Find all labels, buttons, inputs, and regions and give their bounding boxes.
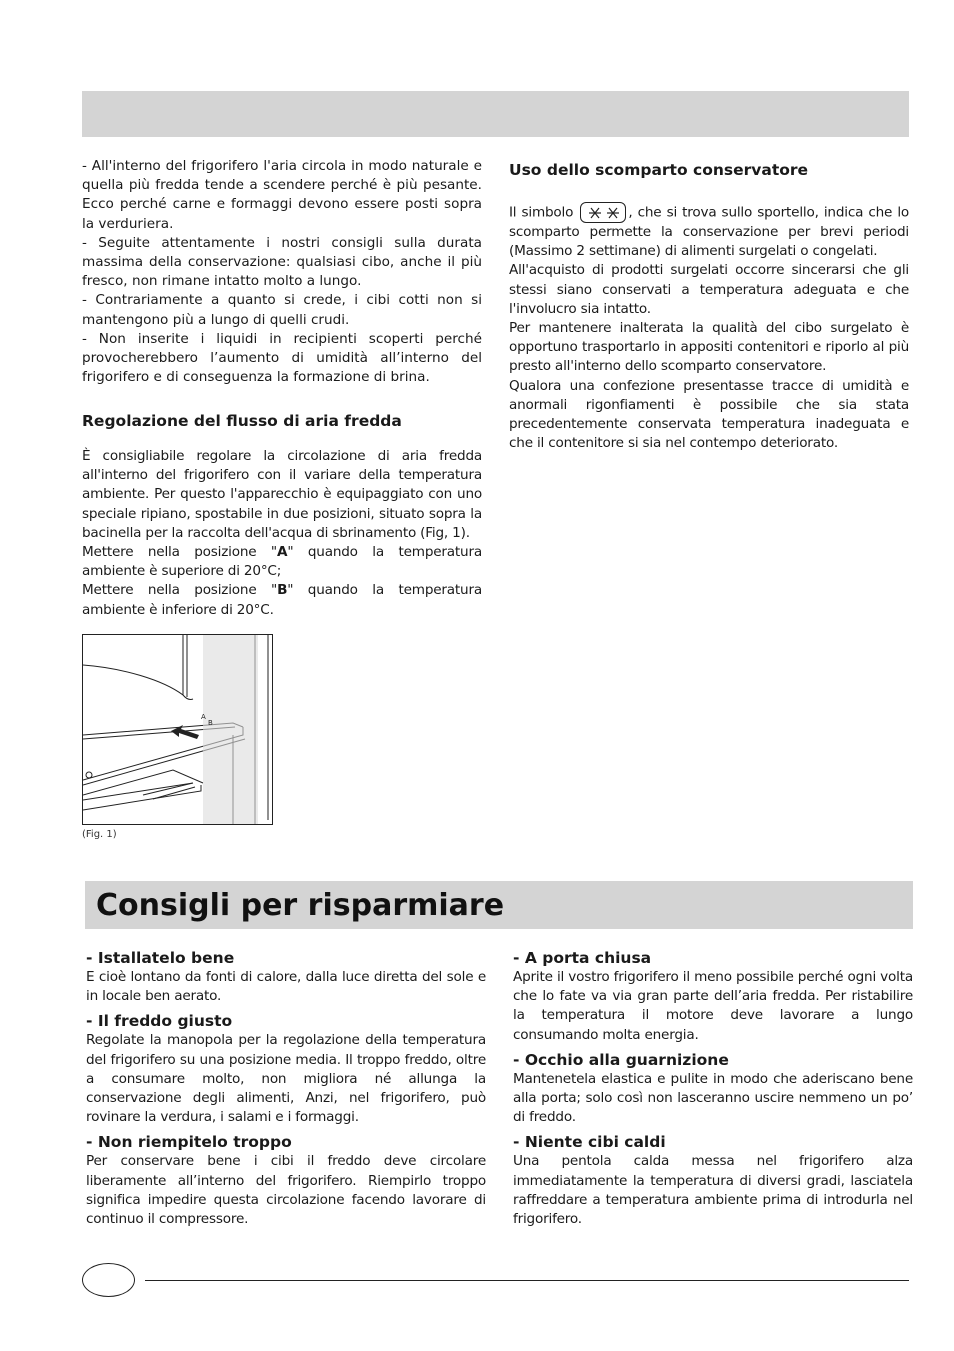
header-band (82, 91, 909, 137)
tip-heading-door: - A porta chiusa (513, 949, 652, 967)
intro-paragraph-3: - Contrariamente a quanto si crede, i cibi cotti non si mantengono più a lungo di quelli crudi. (82, 292, 482, 328)
intro-paragraph-4: - Non inserite i liquidi in recipienti scoperti perché provocherebbero l’aumento di umidità all’interno del frigorifero e di conseguenza la formazione di brina. (82, 330, 482, 386)
conservatore-paragraph-4: Qualora una confezione presentasse tracce di umidità e anormali rigonfiamenti è possibile che sia stata precedentemente conservata temperatura inadeguata e che il contenitore si sia nel contempo deteriorato. (509, 377, 909, 452)
tip-heading-seal: - Occhio alla guarnizione (513, 1050, 729, 1069)
conservatore-paragraph-1: Il simbolo , che si trova sullo sportello, indica che lo scomparto permette la conservazione per brevi periodi (Massimo 2 settimane) di alimenti surgelati o congelati. (509, 202, 909, 261)
airflow-section (82, 411, 482, 620)
conservatore-section (509, 160, 909, 453)
figure-1-illustration (82, 634, 273, 825)
fig-label-a: A (201, 713, 206, 721)
tip-text-seal: Mantenetela elastica e pulite in modo che aderiscano bene alla porta; solo così non lasceranno uscire nemmeno un po’ di freddo. (513, 1070, 913, 1126)
tip-text-installation: E cioè lontano da fonti di calore, dalla luce diretta del sole e in locale ben aerato. (86, 969, 486, 1005)
figure-caption: (Fig. 1) (82, 829, 117, 840)
saving-title: Consigli per risparmiare (96, 888, 505, 923)
saving-right-column (513, 948, 913, 1229)
airflow-position-a: Mettere nella posizione "A" quando la temperatura ambiente è superiore di 20°C; (82, 544, 482, 580)
tip-text-hot-food: Una pentola calda messa nel frigorifero alza immediatamente la temperatura di diversi gradi, lasciatela raffreddare a temperatura ambiente prima di introdurla nel frigorifero. (513, 1153, 913, 1228)
tip-text-cold: Regolate la manopola per la regolazione della temperatura del frigorifero su una posizione media. Il troppo freddo, oltre a consumare molto, non migliora né allunga la conservazione degli alimenti, Anzi, nel frigorifero, può rovinare la verdura, i salami e i formaggi. (86, 1032, 486, 1126)
two-star-freezer-icon (580, 202, 626, 223)
language-badge (82, 1263, 135, 1297)
conservatore-paragraph-2: All'acquisto di prodotti surgelati occorre sincerarsi che gli stessi siano conservati a temperatura adeguata e che l'involucro sia intatto. (509, 262, 909, 317)
intro-text (82, 157, 482, 387)
fridge-shelf-drawing (83, 635, 273, 825)
tip-heading-cold: - Il freddo giusto (86, 1012, 233, 1031)
intro-paragraph-1: - All'interno del frigorifero l'aria circola in modo naturale e quella più fredda tende a scendere perché è più pesante. Ecco perché carne e formaggi devono essere posti sopra la verduriera. (82, 158, 482, 232)
tip-text-door: Aprite il vostro frigorifero il meno possibile perché ogni volta che lo fate va via gran parte dell’aria fredda. Per ristabilire la temperatura il motore deve lavorare a lungo consumando molta energia. (513, 969, 913, 1043)
conservatore-paragraph-3: Per mantenere inalterata la qualità del cibo surgelato è opportuno trasportarlo in appositi contenitori e riporlo al più presto all'interno dello scomparto conservatore. (509, 320, 909, 375)
tip-heading-installation: - Istallatelo bene (86, 949, 235, 967)
airflow-heading: Regolazione del flusso di aria fredda (82, 412, 402, 430)
airflow-position-b: Mettere nella posizione "B" quando la temperatura ambiente è inferiore di 20°C. (82, 582, 482, 618)
conservatore-heading: Uso dello scomparto conservatore (509, 161, 809, 179)
airflow-paragraph: È consigliabile regolare la circolazione di aria fredda all'interno del frigorifero con il variare della temperatura ambiente. Per questo l'apparecchio è equipaggiato con uno speciale ripiano, spostabile in due posizioni, situato sopra la bacinella per la raccolta dell'acqua di sbrinamento (Fig, 1). (82, 448, 482, 541)
fig-label-b: B (208, 719, 213, 727)
tip-heading-overfill: - Non riempitelo troppo (86, 1133, 292, 1152)
tip-heading-hot-food: - Niente cibi caldi (513, 1133, 666, 1152)
saving-left-column (86, 948, 486, 1229)
intro-paragraph-2: - Seguite attentamente i nostri consigli sulla durata massima della conservazione: qualsiasi cibo, anche il più fresco, non rimane intatto molto a lungo. (82, 234, 482, 290)
tip-text-overfill: Per conservare bene i cibi il freddo deve circolare liberamente all’interno del frigorifero. Riempirlo troppo significa impedire questa circolazione facendo lavorare di continuo il compressore. (86, 1153, 486, 1228)
footer-rule (145, 1280, 909, 1281)
